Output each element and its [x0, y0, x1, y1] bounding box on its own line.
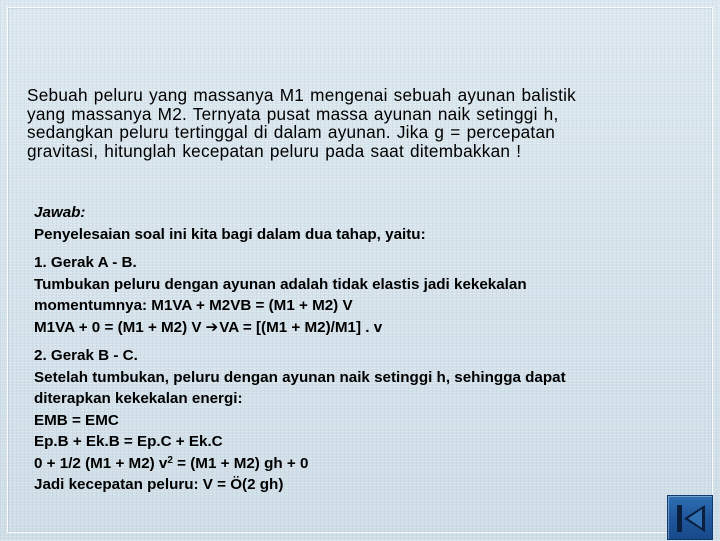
right-arrow-icon: ➔: [205, 318, 219, 336]
question-line: gravitasi, hitunglah kecepatan peluru pada saat ditembakkan !: [27, 140, 522, 161]
answer-heading: Jawab:: [34, 204, 86, 221]
question-text: [27, 86, 667, 160]
step-1-line: momentumnya: M1VA + M2VB = (M1 + M2) V: [34, 297, 353, 314]
question-line: sedangkan peluru tertinggal di dalam ayunan. Jika g = percepatan: [27, 122, 556, 142]
step-1-equation: [34, 317, 684, 339]
step-2-equation-right: = (M1 + M2) gh + 0: [172, 454, 309, 472]
step-2-equation-left: 0 + 1/2 (M1 + M2) v: [34, 454, 168, 472]
step-2-conclusion: Jadi kecepatan peluru: V = Ö(2 gh): [34, 476, 284, 493]
skip-to-first-icon: [668, 496, 714, 541]
step-1-title: 1. Gerak A - B.: [34, 254, 137, 271]
answer-intro: Penyelesaian soal ini kita bagi dalam dua tahap, yaitu:: [34, 225, 426, 243]
step-2-title: 2. Gerak B - C.: [34, 347, 138, 364]
step-2-line: Setelah tumbukan, peluru dengan ayunan naik setinggi h, sehingga dapat: [34, 368, 566, 386]
step-1-block: [34, 252, 684, 338]
step-1-equation-right: VA = [(M1 + M2)/M1] . v: [219, 318, 383, 336]
step-2-block: [34, 345, 684, 496]
answer-section: [34, 202, 684, 503]
step-2-exponent: 2: [167, 454, 173, 466]
step-1-line: Tumbukan peluru dengan ayunan adalah tidak elastis jadi kekekalan: [34, 275, 527, 293]
question-line: yang massanya M2. Ternyata pusat massa ayunan naik setinggi h,: [27, 103, 559, 124]
step-2-line: EMB = EMC: [34, 411, 119, 429]
answer-intro-block: [34, 202, 684, 245]
step-2-equation: [34, 453, 684, 475]
step-2-line: Ep.B + Ek.B = Ep.C + Ek.C: [34, 433, 223, 450]
question-line: Sebuah peluru yang massanya M1 mengenai sebuah ayunan balistik: [27, 85, 577, 105]
step-2-line: diterapkan kekekalan energi:: [34, 390, 243, 407]
step-1-equation-left: M1VA + 0 = (M1 + M2) V: [34, 318, 202, 336]
first-slide-button[interactable]: [667, 495, 713, 540]
